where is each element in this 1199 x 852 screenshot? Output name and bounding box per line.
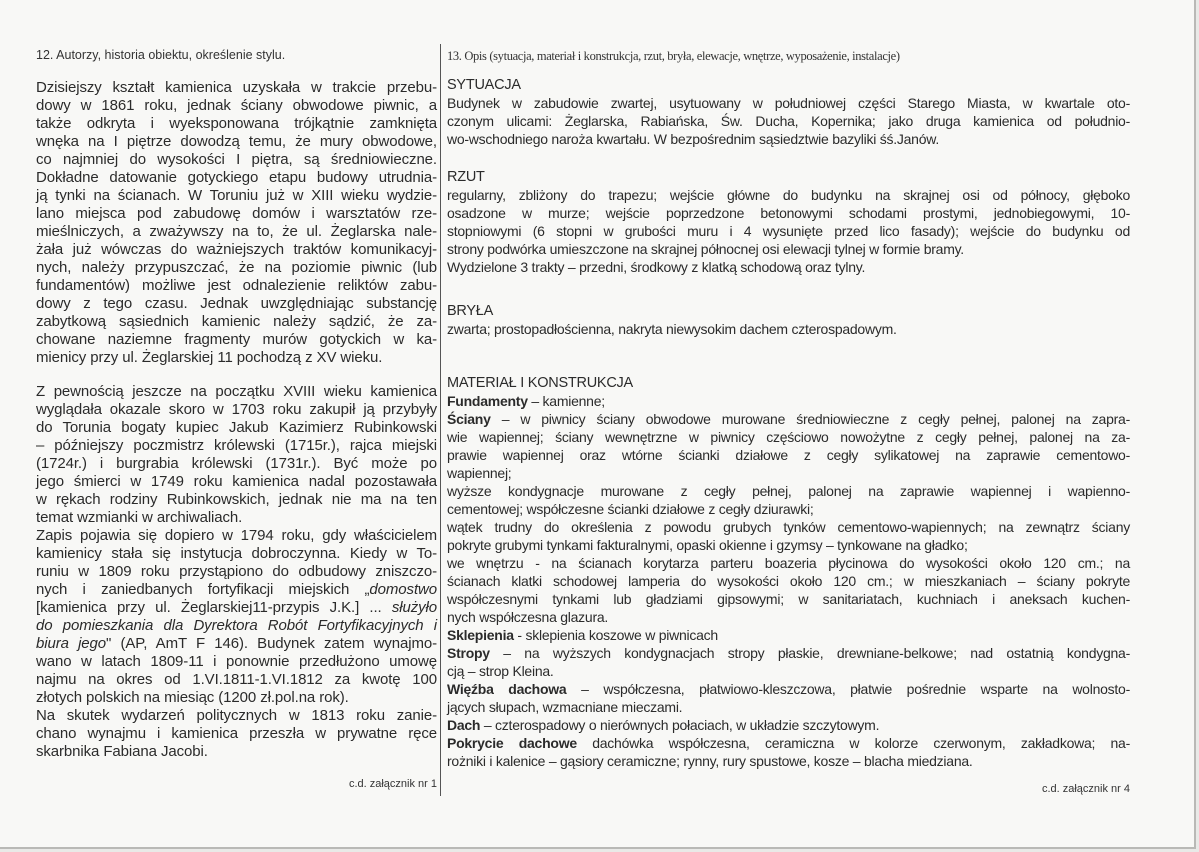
history-paragraph-3 (36, 527, 437, 707)
text-line: wyglądała okazale skoro w 1703 roku zakupił ją przybyły (36, 401, 437, 418)
text-line: w rękach rodziny Rubinkowskich, jednak nie ma na ten (36, 491, 437, 508)
text-line: we wnętrzu - na ścianach korytarza parteru boazeria płycinowa do wysokości około 120 cm.; na (447, 555, 1130, 571)
text-line: osadzone w murze; wejście poprzedzone betonowymi schodami prostymi, jednobiegowymi, 10- (447, 205, 1130, 221)
section-paragraph (447, 644, 1130, 680)
text-line: współczesnymi tynkami lub gładziami gipsowymi; w sanitariatach, kuchniach i aneksach kuchen- (447, 591, 1130, 607)
section-heading: RZUT (447, 169, 485, 185)
text-line (36, 599, 437, 617)
section-material-konstrukcja (447, 374, 1130, 770)
text-line: zwarta; prostopadłościenna, nakryta niewysokim dachem czterospadowym. (447, 321, 897, 337)
text-line (36, 581, 437, 599)
text-line: strony podwórka umieszczone na skrajnej północnej osi elewacji tylnej w formie bramy. (447, 241, 964, 257)
text-line: rożniki i kalenice – gąsiory ceramiczne; rynny, rury spustowe, kosze – blacha miedziana. (447, 753, 973, 769)
history-paragraph-1 (36, 79, 437, 367)
text-line: wnęka na I piętrze dowodzą temu, że mury obwodowe, (36, 133, 437, 150)
text-line: wapiennej; (447, 465, 512, 481)
text-line: mienicy przy ul. Żeglarskiej 11 pochodzą z XV wieku. (36, 349, 383, 366)
text-line: dowy z tego czasu. Jednak uwzględniając substancję (36, 295, 437, 312)
text-segment: – czterospadowy o nierównych połaciach, w układzie szczytowym. (480, 717, 880, 733)
text-line: żała już wówczas do ważniejszych traktów komunikacyj- (36, 241, 437, 258)
text-segment: " (AP, AmT F 146). Budynek zatem wynajmo- (106, 635, 437, 652)
text-line: co najmniej do wysokości I piętra, są średniowieczne. (36, 151, 437, 168)
section-sytuacja (447, 76, 1130, 148)
text-line: cementowej; współczesne ścianki działowe z cegły dziurawki; (447, 501, 814, 517)
text-line: dowy w 1861 roku, jednak ściany obwodowe piwnic, a (36, 97, 437, 114)
left-footer-note: c.d. załącznik nr 1 (348, 778, 437, 790)
text-line: wyższe kondygnacje murowane z cegły pełnej, palonej na zaprawie wapiennej i wapienno- (447, 483, 1130, 499)
text-line: ją tynki na ścianach. W Toruniu już w XIII wieku wydzie- (36, 187, 437, 204)
text-line: temat wzmianki w archiwaliach. (36, 509, 243, 526)
text-line: do Torunia bogaty kupiec Jakub Kazimierz Rubinkowski (36, 419, 437, 436)
text-line: Zapis pojawia się dopiero w 1794 roku, gdy właścicielem (36, 527, 437, 544)
section-bryla (447, 302, 1130, 338)
text-line (447, 680, 1130, 698)
section-paragraph (447, 482, 1130, 518)
text-line: chowane naziemne fragmenty murów gotyckich w ka- (36, 331, 437, 348)
text-segment: – na wyższych kondygnacjach stropy płaskie, drewniane-belkowe; nad ostatnią kondygna- (489, 645, 1130, 661)
text-line: czonym ulicami: Żeglarska, Rabiańska, Św. Ducha, Kopernika; jako druga kamienica od południo- (447, 113, 1130, 129)
text-segment: [kamienica przy ul. Żeglarskiej11-przypis J.K.] ... (36, 599, 392, 616)
bold-term: Dach (447, 717, 481, 733)
section-paragraph (447, 320, 1130, 338)
text-line (36, 617, 437, 635)
text-line: mieślniczych, a zważywszy na to, że ul. Żeglarska nale- (36, 223, 437, 240)
text-line: skarbnika Fabiana Jacobi. (36, 743, 208, 760)
text-line: prawie wapiennej oraz wtórne ścianki działowe z cegły sylikatowej na zaprawie cementowo- (447, 447, 1130, 463)
italic-quote: biura jego (36, 635, 107, 652)
text-line: Dokładne datowanie gotyckiego etapu budowy utrudnia- (36, 169, 437, 186)
text-line: złotych polskich na miesiąc (1200 zł.pol.na rok). (36, 689, 349, 706)
text-line: nych, należy przypuszczać, że na poziomie piwnic (lub (36, 259, 437, 276)
text-line: chano wynajmu i kamienica przeszła w prywatne ręce (36, 725, 437, 742)
text-segment: – współczesna, płatwiowo-kleszczowa, płatwie pośrednie wsparte na wolnosto- (566, 681, 1130, 697)
section-paragraph (447, 392, 1130, 410)
text-line: regularny, zbliżony do trapezu; wejście główne do budynku na skrajnej osi od północy, głęboko (447, 187, 1130, 203)
history-paragraph-4 (36, 707, 437, 761)
text-line: stopniowymi (6 stopni w grubości muru i 4 wysunięte przed lico fasady); wejście do budynku od (447, 223, 1130, 239)
text-line: wo-wschodniego naroża kwartału. W bezpośrednim sąsiedztwie bazyliki śś.Janów. (447, 131, 939, 147)
text-line: ścianach klatki schodowej lamperia do wysokości około 120 cm.; w mieszkaniach – ściany pokryte (447, 573, 1130, 589)
text-line (447, 410, 1130, 428)
text-segment: – kamienne; (527, 393, 605, 409)
text-line: wątek trudny do określenia z powodu grubych tynków cementowo-wapiennych; na zewnątrz ściany (447, 519, 1130, 535)
section-paragraph (447, 410, 1130, 482)
italic-quote: służyło (391, 599, 437, 616)
text-line: fundamentów) możliwe jest odnalezienie reliktów zabu- (36, 277, 437, 294)
text-segment: - sklepienia koszowe w piwnicach (513, 627, 718, 643)
text-line (447, 734, 1130, 752)
right-section-header: 13. Opis (sytuacja, materiał i konstrukcja, rzut, bryła, elewacje, wnętrze, wyposażenie, instalacje) (447, 49, 900, 63)
bold-term: Ściany (447, 411, 491, 427)
text-line (447, 626, 1130, 644)
text-line: runiu w 1809 roku przystąpiono do odbudowy zniszczo- (36, 563, 437, 580)
text-line: kamienicy stała się instytucja dobroczynna. Kiedy w To- (36, 545, 437, 562)
text-line: (1724r.) i burgrabia królewski (1731r.). Być może po (36, 455, 437, 472)
text-segment: dachówka współczesna, ceramiczna w kolorze czerwonym, zakładkowa; na- (576, 735, 1130, 751)
text-segment: – w piwnicy ściany obwodowe murowane średniowieczne z cegły pełnej, palonej na zapra- (490, 411, 1130, 427)
left-section-header: 12. Autorzy, historia obiektu, określenie stylu. (36, 48, 286, 62)
section-paragraph (447, 258, 1130, 276)
text-line: jego śmierci w 1749 roku kamienica nadal pozostawała (36, 473, 437, 490)
italic-quote: domostwo (369, 581, 437, 598)
section-rzut (447, 168, 1130, 276)
text-line: najmu na okres od 1.VI.1811-1.VI.1812 za kwotę 100 (36, 671, 437, 688)
section-paragraph (447, 734, 1130, 770)
text-line: – późniejszy poczmistrz królewski (1715r.), rajca miejski (36, 437, 437, 454)
text-line (447, 392, 1130, 410)
text-line: jących słupach, wzmacniane mieczami. (447, 699, 683, 715)
text-line: cją – strop Kleina. (447, 663, 554, 679)
text-line: zabytkową sąsiednich kamienic należy sądzić, że za- (36, 313, 437, 330)
text-line: nych współczesna glazura. (447, 609, 609, 625)
text-line (36, 635, 437, 653)
text-line: wano w latach 1809-11 i ponownie przedłużono umowę (36, 653, 437, 670)
text-line: Z pewnością jeszcze na początku XVIII wieku kamienica (36, 383, 437, 400)
text-line (447, 644, 1130, 662)
bold-term: Stropy (447, 645, 490, 661)
section-paragraph (447, 94, 1130, 148)
section-paragraph (447, 680, 1130, 716)
bold-term: Więźba dachowa (447, 681, 567, 697)
text-line: pokryte grubymi tynkami fakturalnymi, opaski okienne i gzymsy – tynkowane na gładko; (447, 537, 968, 553)
text-line: lano miejsca pod zabudowę domów i warsztatów rze- (36, 205, 437, 222)
text-line: Wydzielone 3 trakty – przedni, środkowy z klatką schodową oraz tylny. (447, 259, 866, 275)
text-line: także odkryta i wyeksponowana trójkątnie zamknięta (36, 115, 437, 132)
text-segment: nych i zaniedbanych fortyfikacji miejskich „ (36, 581, 370, 598)
text-line: Dzisiejszy kształt kamienica uzyskała w trakcie przebu- (36, 79, 437, 96)
right-footer-note: c.d. załącznik nr 4 (1041, 783, 1130, 795)
section-heading: MATERIAŁ I KONSTRUKCJA (447, 375, 633, 391)
text-line (447, 716, 1130, 734)
section-heading: BRYŁA (447, 303, 494, 319)
bold-term: Pokrycie dachowe (447, 735, 577, 751)
section-heading: SYTUACJA (447, 77, 521, 93)
text-line: Na skutek wydarzeń politycznych w 1813 roku zanie- (36, 707, 437, 724)
text-line: Budynek w zabudowie zwartej, usytuowany w południowej części Starego Miasta, w kwartale oto- (447, 95, 1130, 111)
bold-term: Sklepienia (447, 627, 514, 643)
section-paragraph (447, 716, 1130, 734)
column-divider (440, 44, 441, 796)
text-line: wie wapiennej; ściany wewnętrzne w piwnicy częściowo nowożytne z cegły pełnej, palonej na za- (447, 429, 1130, 445)
history-paragraph-2 (36, 383, 437, 527)
section-paragraph (447, 626, 1130, 644)
section-paragraph (447, 554, 1130, 626)
section-paragraph (447, 186, 1130, 258)
section-paragraph (447, 518, 1130, 554)
italic-quote: do pomieszkania dla Dyrektora Robót Fortyfikacyjnych i (36, 617, 437, 634)
bold-term: Fundamenty (447, 393, 528, 409)
